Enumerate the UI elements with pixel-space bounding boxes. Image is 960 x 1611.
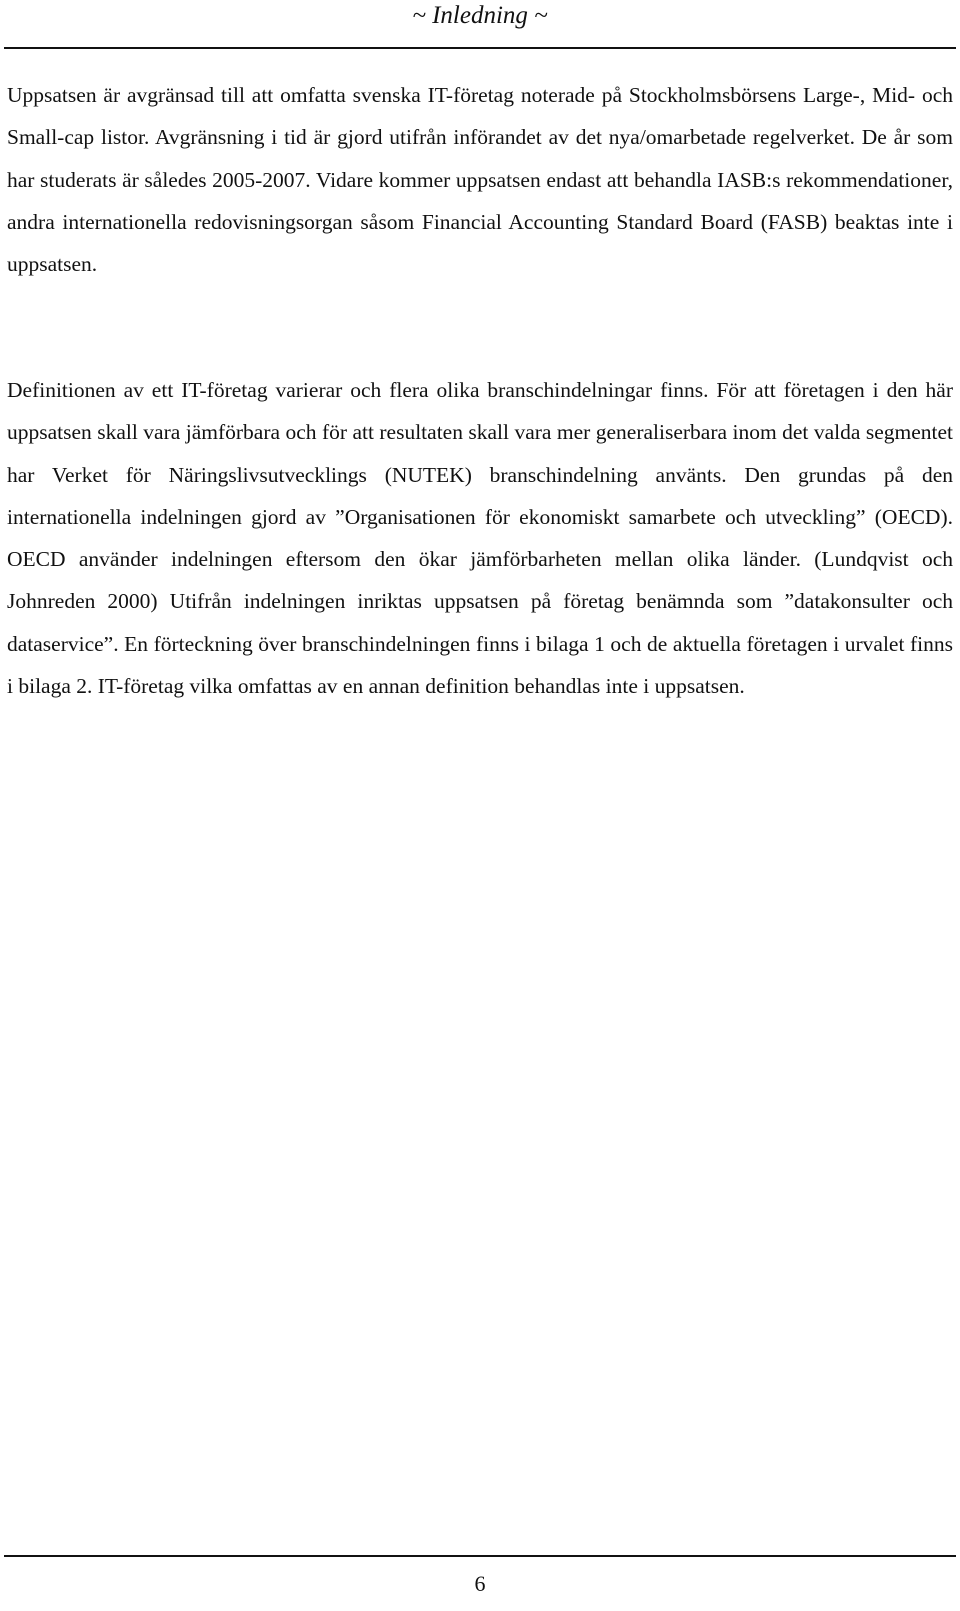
body-paragraph-scope: Uppsatsen är avgränsad till att omfatta svenska IT-företag noterade på Stockholmsbörsens Large-, Mid- och Small-cap listor. Avgränsning i tid är gjord utifrån införandet av det nya/omarbetade regelverket. De år som har studerats är således 2005-2007. Vidare kommer uppsatsen endast att behandla IASB:s rekommendationer, andra internationella redovisningsorgan såsom Financial Accounting Standard Board (FASB) beaktas inte i uppsatsen. (7, 83, 953, 277)
page-number: 6 (474, 1571, 486, 1596)
page-header-title: ~ Inledning ~ (412, 2, 548, 29)
header-divider (4, 47, 956, 49)
footer-divider (4, 1555, 956, 1557)
body-paragraph-definition: Definitionen av ett IT-företag varierar och flera olika branschindelningar finns. För att företagen i den här uppsatsen skall vara jämförbara och för att resultaten skall vara mer generaliserbara inom det valda segmentet har Verket för Näringslivsutvecklings (NUTEK) branschindelning använts. Den grundas på den internationella indelningen gjord av ”Organisationen för ekonomiskt samarbete och utveckling” (OECD). OECD använder indelningen eftersom den ökar jämförbarheten mellan olika länder. (Lundqvist och Johnreden 2000) Utifrån indelningen inriktas uppsatsen på företag benämnda som ”datakonsulter och dataservice”. En förteckning över branschindelningen finns i bilaga 1 och de aktuella företagen i urvalet finns i bilaga 2. IT-företag vilka omfattas av en annan definition behandlas inte i uppsatsen. (7, 378, 953, 699)
